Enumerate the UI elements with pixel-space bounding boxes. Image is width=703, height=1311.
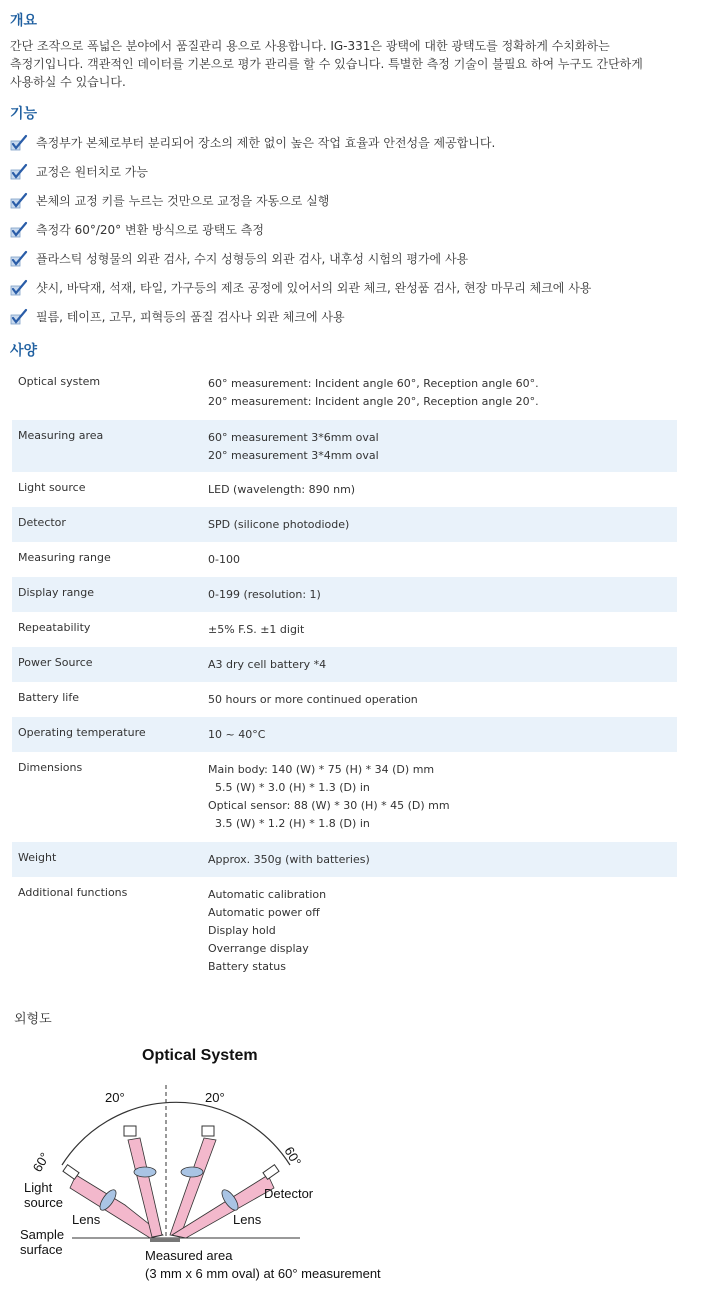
specs-heading: 사양 (10, 343, 38, 359)
spec-row (12, 577, 677, 612)
spec-value (208, 877, 677, 987)
feature-text: 교정은 원터치로 가능 (36, 165, 148, 179)
spec-value (208, 682, 677, 717)
spec-value (208, 420, 677, 472)
light-source-label-2: source (24, 1195, 64, 1210)
spec-value (208, 366, 677, 420)
spec-row (12, 647, 677, 682)
spec-label: Power Source (12, 647, 208, 682)
spec-row (12, 420, 677, 472)
spec-label: Weight (12, 842, 208, 877)
spec-value (208, 542, 677, 577)
spec-value (208, 842, 677, 877)
spec-value-line: ±5% F.S. ±1 digit (208, 623, 305, 636)
feature-text: 측정부가 본체로부터 분리되어 장소의 제한 없이 높은 작업 효율과 안전성을 제공합니다. (36, 136, 496, 150)
measured-label-2: (3 mm x 6 mm oval) at 60° measurement (145, 1266, 381, 1281)
spec-row (12, 752, 677, 842)
diagram-section-label: 외형도 (14, 1012, 52, 1027)
feature-item (10, 244, 700, 273)
feature-item (10, 215, 700, 244)
checkmark-icon (10, 221, 28, 239)
spec-value-line: 20° measurement: Incident angle 20°, Reception angle 20°. (208, 395, 539, 408)
diagram-title: Optical System (142, 1047, 258, 1064)
spec-value-line: Automatic power off (208, 906, 320, 919)
spec-label: Light source (18, 481, 86, 494)
light-source-label-1: Light (24, 1180, 53, 1195)
spec-value (208, 577, 677, 612)
spec-value-line: Main body: 140 (W) * 75 (H) * 34 (D) mm (208, 763, 435, 776)
spec-value (208, 472, 677, 507)
checkmark-icon (10, 308, 28, 326)
spec-value-line: 0-100 (208, 553, 240, 566)
spec-value-line: 0-199 (resolution: 1) (208, 588, 321, 601)
spec-row (12, 366, 677, 420)
spec-row (12, 842, 677, 877)
spec-row (12, 682, 677, 717)
spec-value (208, 647, 677, 682)
feature-item (10, 273, 700, 302)
detector-label: Detector (264, 1186, 314, 1201)
overview-heading: 개요 (10, 13, 38, 29)
feature-item (10, 157, 700, 186)
measured-area-mark (150, 1238, 180, 1242)
spec-value-line: Optical sensor: 88 (W) * 30 (H) * 45 (D) mm (208, 799, 450, 812)
sample-label-2: surface (20, 1242, 63, 1257)
left20-lens (134, 1167, 156, 1177)
checkmark-icon (10, 192, 28, 210)
spec-label: Operating temperature (12, 717, 208, 752)
overview-text (10, 37, 690, 91)
spec-label: Dimensions (18, 761, 83, 774)
spec-label: Optical system (18, 375, 101, 388)
spec-value-line: Overrange display (208, 942, 309, 955)
spec-value (208, 612, 677, 647)
overview-line: 측정기입니다. 객관적인 데이터를 기본으로 평가 관리를 할 수 있습니다. 특별한 측정 기술이 불필요 하여 누구도 간단하게 (10, 57, 643, 71)
spec-value-line: A3 dry cell battery *4 (208, 658, 327, 671)
overview-line: 사용하실 수 있습니다. (10, 75, 126, 89)
feature-text: 필름, 테이프, 고무, 피혁등의 품질 검사나 외관 체크에 사용 (36, 310, 345, 324)
spec-value-line: SPD (silicone photodiode) (208, 518, 350, 531)
spec-value-line: 10 ~ 40°C (208, 728, 266, 741)
spec-label: Measuring range (18, 551, 111, 564)
feature-item (10, 128, 700, 157)
spec-row (12, 542, 677, 577)
feature-item (10, 302, 700, 331)
spec-row (12, 612, 677, 647)
spec-value-line: LED (wavelength: 890 nm) (208, 483, 356, 496)
overview-line: 간단 조작으로 폭넓은 분야에서 품질관리 용으로 사용합니다. IG-331은 광택에 대한 광택도를 정확하게 수치화하는 (10, 39, 610, 53)
measured-label-1: Measured area (145, 1248, 233, 1263)
angle-60-left-label: 60° (29, 1149, 53, 1175)
spec-value-line: 60° measurement 3*6mm oval (208, 431, 379, 444)
spec-value (208, 507, 677, 542)
spec-label: Battery life (18, 691, 79, 704)
right20-housing (202, 1126, 214, 1136)
optical-system-diagram (0, 1030, 703, 1311)
spec-value-line: 3.5 (W) * 1.2 (H) * 1.8 (D) in (208, 817, 370, 830)
right20-lens (181, 1167, 203, 1177)
spec-label: Repeatability (18, 621, 91, 634)
feature-text: 측정각 60°/20° 변환 방식으로 광택도 측정 (36, 223, 264, 237)
spec-label: Additional functions (18, 886, 128, 899)
spec-label: Detector (12, 507, 208, 542)
spec-label: Display range (12, 577, 208, 612)
lens-left-label: Lens (72, 1212, 101, 1227)
feature-item (10, 186, 700, 215)
spec-value (208, 717, 677, 752)
checkmark-icon (10, 279, 28, 297)
angle-arc (62, 1102, 290, 1165)
features-list (10, 128, 700, 331)
checkmark-icon (10, 250, 28, 268)
lens-right-label: Lens (233, 1212, 262, 1227)
spec-value-line: Approx. 350g (with batteries) (208, 853, 370, 866)
feature-text: 플라스틱 성형물의 외관 검사, 수지 성형등의 외관 검사, 내후성 시험의 평가에 사용 (36, 252, 469, 266)
feature-text: 샷시, 바닥재, 석재, 타일, 가구등의 제조 공정에 있어서의 외관 체크, 완성품 검사, 현장 마무리 체크에 사용 (36, 281, 592, 295)
left20-housing (124, 1126, 136, 1136)
spec-row (12, 717, 677, 752)
feature-text: 본체의 교정 키를 누르는 것만으로 교정을 자동으로 실행 (36, 194, 330, 208)
spec-row (12, 507, 677, 542)
spec-value-line: 5.5 (W) * 3.0 (H) * 1.3 (D) in (208, 781, 370, 794)
sample-label-1: Sample (20, 1227, 65, 1242)
spec-value-line: 50 hours or more continued operation (208, 693, 418, 706)
angle-20-left-label: 20° (105, 1090, 125, 1105)
spec-value-line: 20° measurement 3*4mm oval (208, 449, 379, 462)
checkmark-icon (10, 134, 28, 152)
spec-value-line: Automatic calibration (208, 888, 327, 901)
checkmark-icon (10, 163, 28, 181)
features-heading: 기능 (10, 106, 38, 122)
spec-value-line: 60° measurement: Incident angle 60°, Reception angle 60°. (208, 377, 539, 390)
spec-value-line: Display hold (208, 924, 276, 937)
spec-value (208, 752, 677, 842)
spec-label: Measuring area (12, 420, 208, 472)
spec-row (12, 877, 677, 987)
angle-60-right-label: 60° (281, 1144, 305, 1169)
spec-value-line: Battery status (208, 960, 287, 973)
angle-20-right-label: 20° (205, 1090, 225, 1105)
spec-row (12, 472, 677, 507)
spec-table (12, 366, 677, 987)
